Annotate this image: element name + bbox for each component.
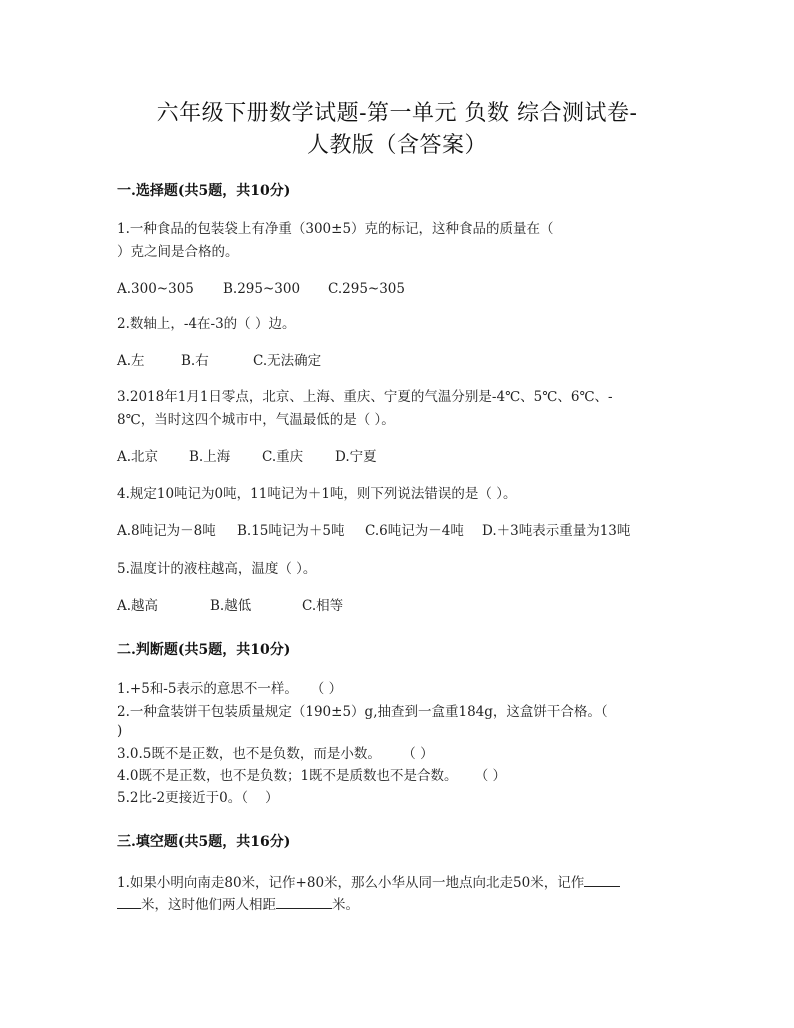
s1-q2-option-a: A.左 (117, 353, 145, 369)
section1-heading: 一.选择题(共5题，共10分) (117, 183, 291, 199)
s1-q3-line2: 8℃，当时这四个城市中，气温最低的是（ ）。 (117, 412, 395, 428)
s1-q2-option-b: B.右 (181, 353, 209, 369)
section2-heading: 二.判断题(共5题，共10分) (117, 642, 291, 658)
section3-heading: 三.填空题(共5题，共16分) (117, 834, 291, 850)
s1-q2-options (117, 350, 321, 372)
s1-q2-option-c: C.无法确定 (253, 353, 322, 369)
s1-q4-options (117, 520, 630, 542)
s1-q5-text: 5.温度计的液柱越高，温度（ ）。 (117, 561, 317, 577)
s1-q3-option-a: A.北京 (117, 449, 159, 465)
s1-q1-line2: ）克之间是合格的。 (117, 244, 239, 260)
s1-q4-option-c: C.6吨记为－4吨 (365, 523, 464, 539)
s3-q1-blank-1 (584, 872, 620, 887)
s3-q1-blank-2 (276, 894, 332, 909)
s1-q5-option-a: A.越高 (117, 598, 159, 614)
s1-q5-option-c: C.相等 (302, 598, 344, 614)
s2-item-4: 4.0既不是正数，也不是负数；1既不是质数也不是合数。 （ ） (117, 768, 507, 784)
s1-q3-option-b: B.上海 (189, 449, 231, 465)
s3-q1-text-a: 1.如果小明向南走80米，记作+80米，那么小华从同一地点向北走50米，记作 (117, 875, 585, 891)
s2-item-3: 3.0.5既不是正数，也不是负数，而是小数。 （ ） (117, 746, 434, 762)
s1-q3-options (117, 446, 377, 468)
page-title-line1: 六年级下册数学试题-第一单元 负数 综合测试卷- (156, 101, 638, 126)
s2-item-2: 2.一种盒装饼干包装质量规定（190±5）g,抽查到一盒重184g，这盒饼干合格。（ (117, 704, 608, 720)
s3-q1-blank-1-cont (117, 894, 141, 909)
s3-q1-line2 (117, 894, 359, 916)
s3-q1-line1 (117, 872, 620, 894)
s1-q5-option-b: B.越低 (210, 598, 252, 614)
s1-q1-option-a: A.300~305 (117, 281, 194, 297)
s2-item-5: 5.2比-2更接近于0。（ ） (117, 790, 279, 806)
s3-q1-text-b: 米，这时他们两人相距 (141, 897, 276, 913)
s1-q1-options (117, 278, 405, 300)
s1-q4-option-d: D.＋3吨表示重量为13吨 (482, 523, 631, 539)
s2-item-2-cont: ) (117, 723, 123, 739)
s1-q3-line1: 3.2018年1月1日零点，北京、上海、重庆、宁夏的气温分别是-4℃、5℃、6℃、- (117, 389, 613, 405)
s1-q4-option-b: B.15吨记为＋5吨 (237, 523, 345, 539)
s1-q1-line1: 1.一种食品的包装袋上有净重（300±5）克的标记，这种食品的质量在（ (117, 221, 554, 237)
s3-q1-text-c: 米。 (332, 897, 359, 913)
s1-q5-options (117, 595, 343, 617)
s1-q3-option-d: D.宁夏 (335, 449, 377, 465)
s2-item-1: 1.+5和-5表示的意思不一样。 （ ） (117, 681, 343, 697)
page-title-line2: 人教版（含答案） (306, 133, 487, 158)
s1-q1-option-c: C.295~305 (328, 281, 405, 297)
s1-q3-option-c: C.重庆 (262, 449, 304, 465)
s1-q1-option-b: B.295~300 (223, 281, 301, 297)
s1-q2-text: 2.数轴上，-4在-3的（ ）边。 (117, 316, 296, 332)
s1-q4-option-a: A.8吨记为－8吨 (117, 523, 216, 539)
s1-q4-text: 4.规定10吨记为0吨，11吨记为＋1吨，则下列说法错误的是（ ）。 (117, 486, 517, 502)
